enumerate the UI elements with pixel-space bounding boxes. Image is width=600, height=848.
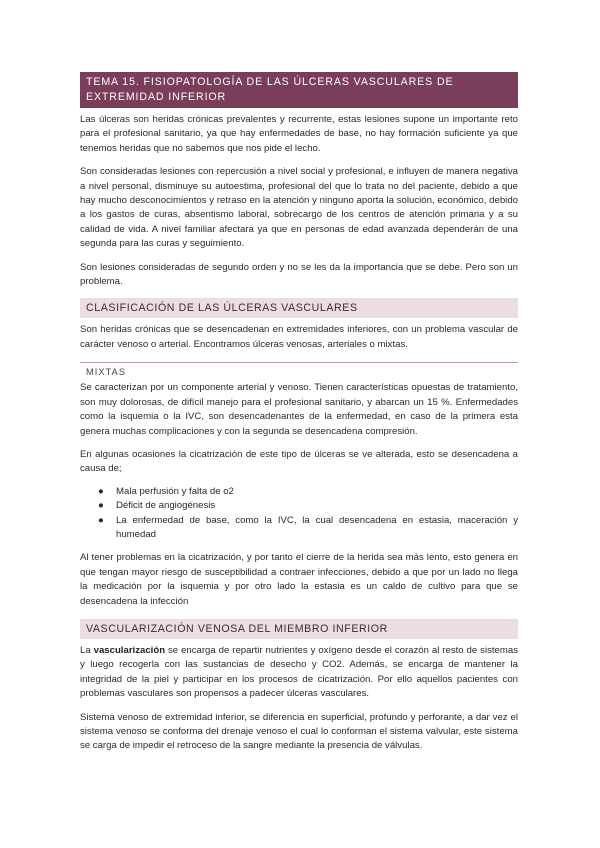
bullet-icon: ●	[98, 485, 104, 497]
subsection-heading-mixtas: MIXTAS	[80, 362, 518, 379]
intro-paragraph-1: Las úlceras son heridas crónicas prevalentes y recurrente, estas lesiones supone un importante reto para el profesional sanitario, ya que hay enfermedades de base, no hay formación suficiente ya que tenemos heridas que no sabemos que nos pide el lecho.	[80, 114, 518, 154]
bold-term: vascularización	[93, 644, 166, 656]
list-item: ● La enfermedad de base, como la IVC, la cual desencadena en estasia, maceración y humedad	[98, 514, 518, 540]
list-item: ● Mala perfusión y falta de o2	[98, 485, 518, 499]
section-heading-vascularizacion: VASCULARIZACIÓN VENOSA DEL MIEMBRO INFERIOR	[80, 619, 518, 639]
mixtas-paragraph-2: En algunas ocasiones la cicatrización de este tipo de úlceras se ve alterada, esto se desencadena a causa de;	[80, 448, 518, 475]
vascularizacion-paragraph-2: Sistema venoso de extremidad inferior, se diferencia en superficial, profundo y perforante, a dar vez el sistema venoso se conforma del drenaje venoso el cual lo conforman el sistema valvular, este sistema se carga de impedir el retroceso de la sangre mediante la presencia de válvulas.	[80, 711, 518, 752]
clasificacion-paragraph: Son heridas crónicas que se desencadenan en extremidades inferiores, con un problema vascular de carácter venoso o arterial. Encontramos úlceras venosas, arteriales o mixtas.	[80, 324, 518, 350]
section-heading-clasificacion: CLASIFICACIÓN DE LAS ÚLCERAS VASCULARES	[80, 298, 518, 318]
mixtas-paragraph-3: Al tener problemas en la cicatrización, y por tanto el cierre de la herida sea más lento, esto genera en que tengan mayor riesgo de susceptibilidad a contraer infecciones, debido a que por un lado no llega la medicación por la isquemia y por otro lado la estasia es un caldo de cultivo para que se desencadena la infección	[80, 552, 518, 607]
document-page	[80, 72, 518, 754]
bullet-icon: ●	[98, 500, 104, 512]
mixtas-paragraph-1: Se caracterizan por un componente arterial y venoso. Tienen características opuestas de tratamiento, son muy dolorosas, de difícil manejo para el profesional sanitario, y abarcan un 15 %. Enfermedades como la isquemia o la IVC, son desencadenantes de la enfermedad, en caso de la primera esta genera muchas complicaciones y con la segunda se desencadena compresión.	[80, 382, 518, 437]
intro-paragraph-2: Son consideradas lesiones con repercusión a nivel social y profesional, e influyen de manera negativa a nivel personal, disminuye su autoestima, profesional del que lo trata no del paciente, debido a que hay mucho desconocimientos y retraso en la atención y ninguno aporta la solución, económico, debido a los gastos de curas, absentismo laboral, sobrecargo de los centros de atención primaria y a su calidad de vida. A nivel familiar afectara ya que en personas de edad avanzada dependerán de una segunda para las curas y seguimiento.	[80, 166, 518, 250]
bullet-icon: ●	[98, 514, 104, 526]
vascularizacion-paragraph-1: La vascularización se encarga de repartir nutrientes y oxígeno desde el corazón al resto de sistemas y luego recogerla con las sustancias de desecho y CO2. Además, se encarga de mantener la integridad de la piel y participar en los procesos de cicatrización. Por ello aquellos pacientes con problemas vasculares son propensos a padecer úlceras vasculares.	[80, 644, 518, 700]
mixtas-bullet-list	[80, 485, 518, 543]
intro-paragraph-3: Son lesiones consideradas de segundo orden y no se les da la importancia que se debe. Pero son un problema.	[80, 261, 518, 288]
document-title: TEMA 15. FISIOPATOLOGÍA DE LAS ÚLCERAS VASCULARES DE EXTREMIDAD INFERIOR	[80, 72, 518, 108]
list-item: ● Déficit de angiogénesis	[98, 499, 518, 513]
